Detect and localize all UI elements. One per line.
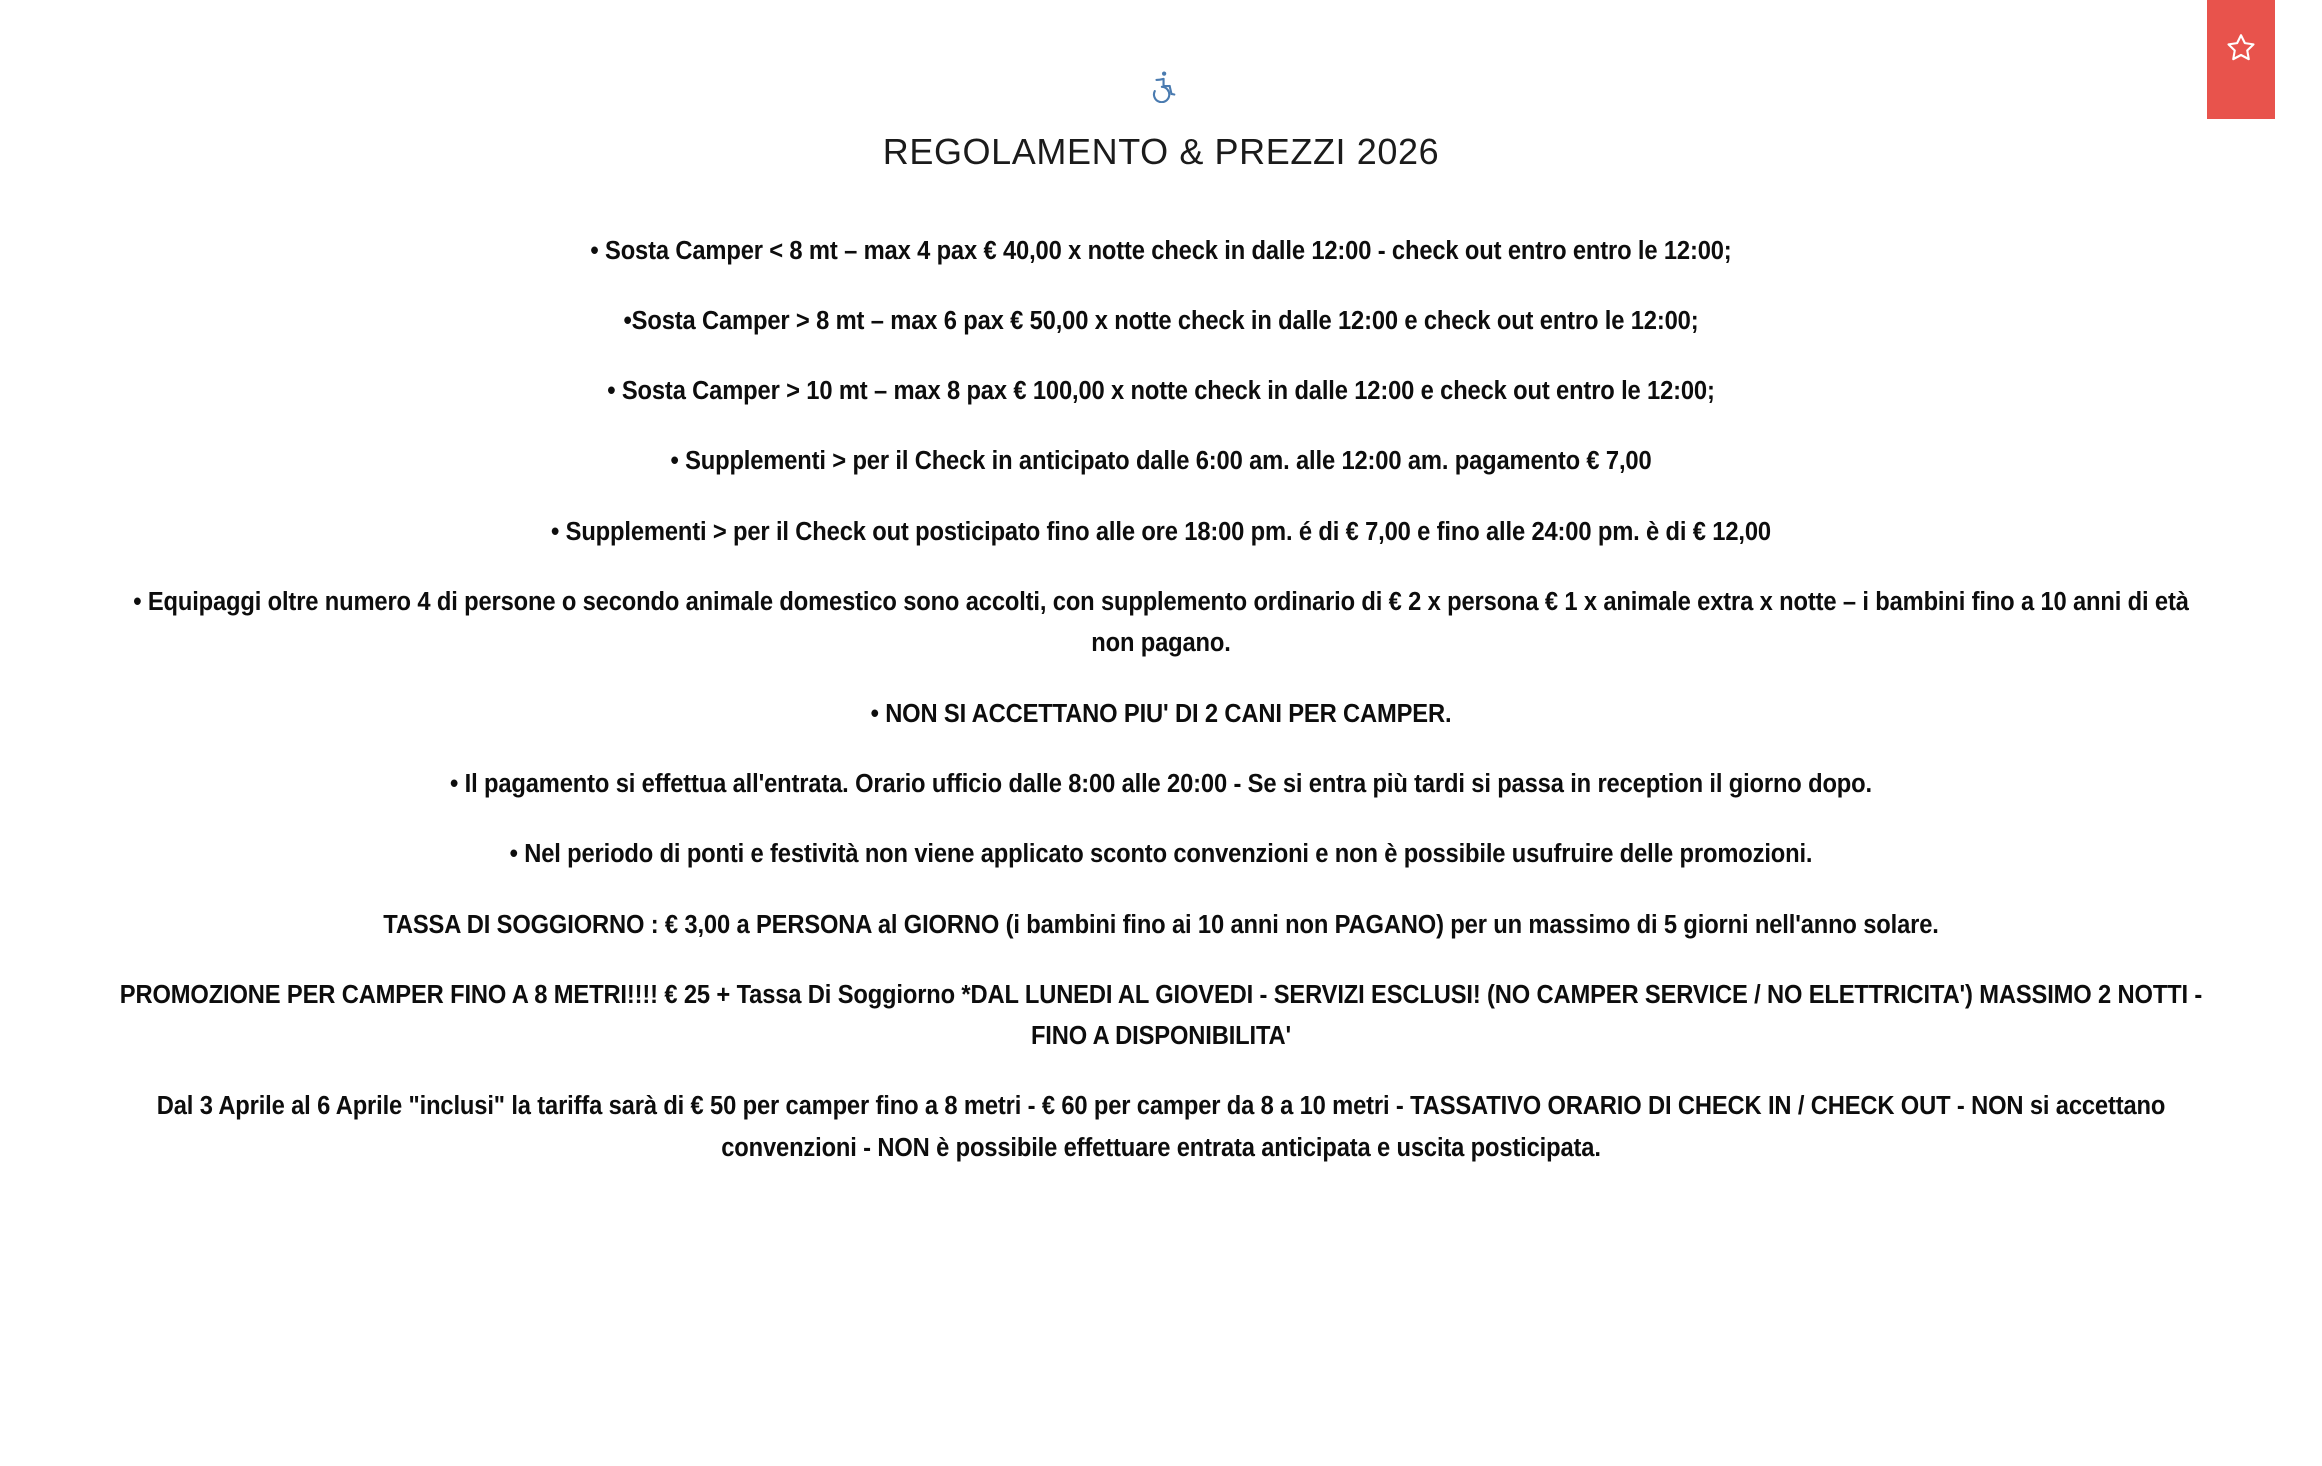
- rule-item: • Supplementi > per il Check in anticipato dalle 6:00 am. alle 12:00 am. pagamento € 7,00: [670, 447, 1652, 476]
- rule-item: • Sosta Camper < 8 mt – max 4 pax € 40,00 x notte check in dalle 12:00 - check out entro entro le 12:00;: [590, 236, 1732, 265]
- rule-item: •Sosta Camper > 8 mt – max 6 pax € 50,00 x notte check in dalle 12:00 e check out entro le 12:00;: [623, 306, 1699, 335]
- rule-item: PROMOZIONE PER CAMPER FINO A 8 METRI!!!! € 25 + Tassa Di Soggiorno *DAL LUNEDI AL GIOVEDI - SERVIZI ESCLUSI! (NO CAMPER SERVICE / NO ELETTRICITA') MASSIMO 2 NOTTI - FINO A DISPONIBILITA': [119, 980, 2203, 1051]
- rule-item: • Il pagamento si effettua all'entrata. Orario ufficio dalle 8:00 alle 20:00 - Se si entra più tardi si passa in reception il giorno dopo.: [450, 769, 1872, 798]
- rule-item: TASSA DI SOGGIORNO : € 3,00 a PERSONA al GIORNO (i bambini fino ai 10 anni non PAGANO) per un massimo di 5 giorni nell'anno solare.: [383, 910, 1939, 939]
- rule-item: Dal 3 Aprile al 6 Aprile "inclusi" la tariffa sarà di € 50 per camper fino a 8 metri - € 60 per camper da 8 a 10 metri - TASSATIVO ORARIO DI CHECK IN / CHECK OUT - NON si accettano convenzioni - NON è possibile effettuare entrata anticipata e uscita posticipata.: [156, 1092, 2166, 1162]
- rule-item: • NON SI ACCETTANO PIU' DI 2 CANI PER CAMPER.: [870, 699, 1452, 728]
- favorite-tab-button[interactable]: [2207, 0, 2275, 119]
- star-outline-icon: [2226, 32, 2256, 62]
- rule-item: • Supplementi > per il Check out posticipato fino alle ore 18:00 pm. é di € 7,00 e fino alle 24:00 pm. è di € 12,00: [551, 517, 1771, 546]
- rule-item: • Nel periodo di ponti e festività non viene applicato sconto convenzioni e non è possibile usufruire delle promozioni.: [509, 840, 1813, 869]
- page-title: REGOLAMENTO & PREZZI 2026: [882, 131, 1440, 172]
- rules-list: [0, 231, 2322, 1169]
- rule-item: • Sosta Camper > 10 mt – max 8 pax € 100,00 x notte check in dalle 12:00 e check out entro le 12:00;: [607, 377, 1715, 406]
- wheelchair-accessibility-icon[interactable]: [1144, 69, 1178, 103]
- rule-item: • Equipaggi oltre numero 4 di persone o secondo animale domestico sono accolti, con supplemento ordinario di € 2 x persona € 1 x animale extra x notte – i bambini fino a 10 anni di età non pagano.: [133, 588, 2189, 658]
